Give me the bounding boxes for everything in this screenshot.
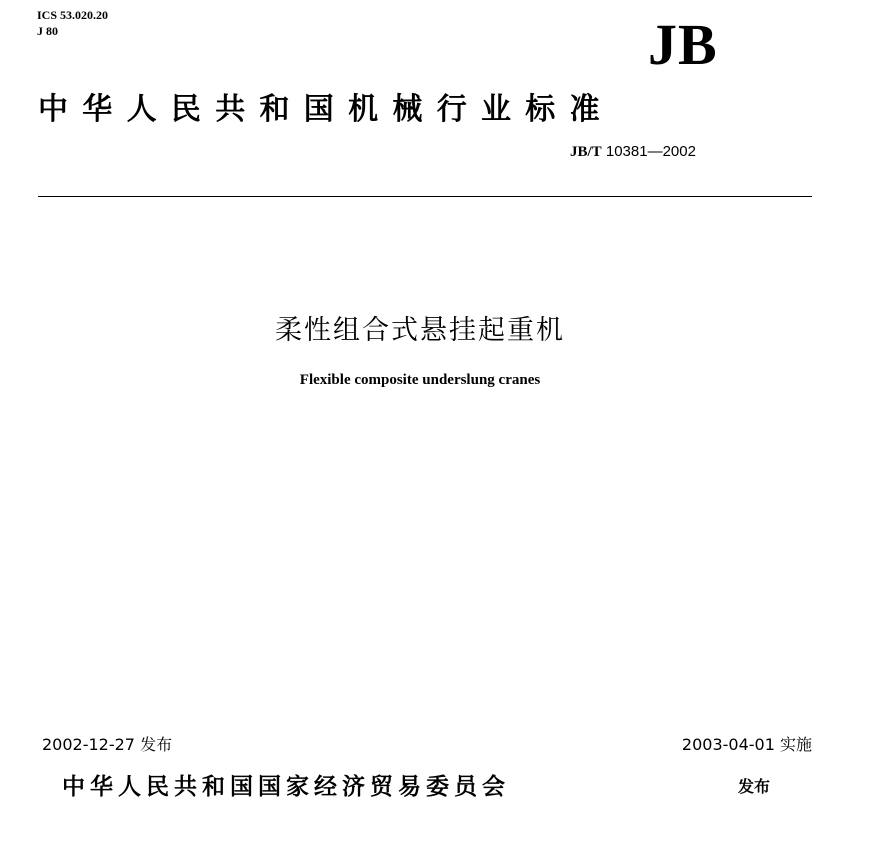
standard-number: [570, 143, 696, 161]
classification-code: J 80: [37, 24, 58, 38]
organization-title: 中华人民共和国机械行业标准: [38, 92, 614, 127]
standard-prefix: JB/T: [570, 144, 602, 160]
issue-date: 2002-12-27 发布: [42, 735, 173, 754]
implementation-date: 2003-04-01 实施: [681, 735, 812, 754]
publisher-name: 中华人民共和国国家经济贸易委员会: [62, 774, 510, 800]
standard-number-value: 10381—2002: [605, 143, 696, 160]
jb-logo: JB: [648, 12, 718, 77]
ics-code: ICS 53.020.20: [37, 8, 109, 22]
document-title-chinese: 柔性组合式悬挂起重机: [275, 315, 565, 346]
publish-label: 发布: [738, 777, 771, 796]
document-title-english: Flexible composite underslung cranes: [299, 372, 541, 388]
header-divider: [38, 196, 812, 197]
